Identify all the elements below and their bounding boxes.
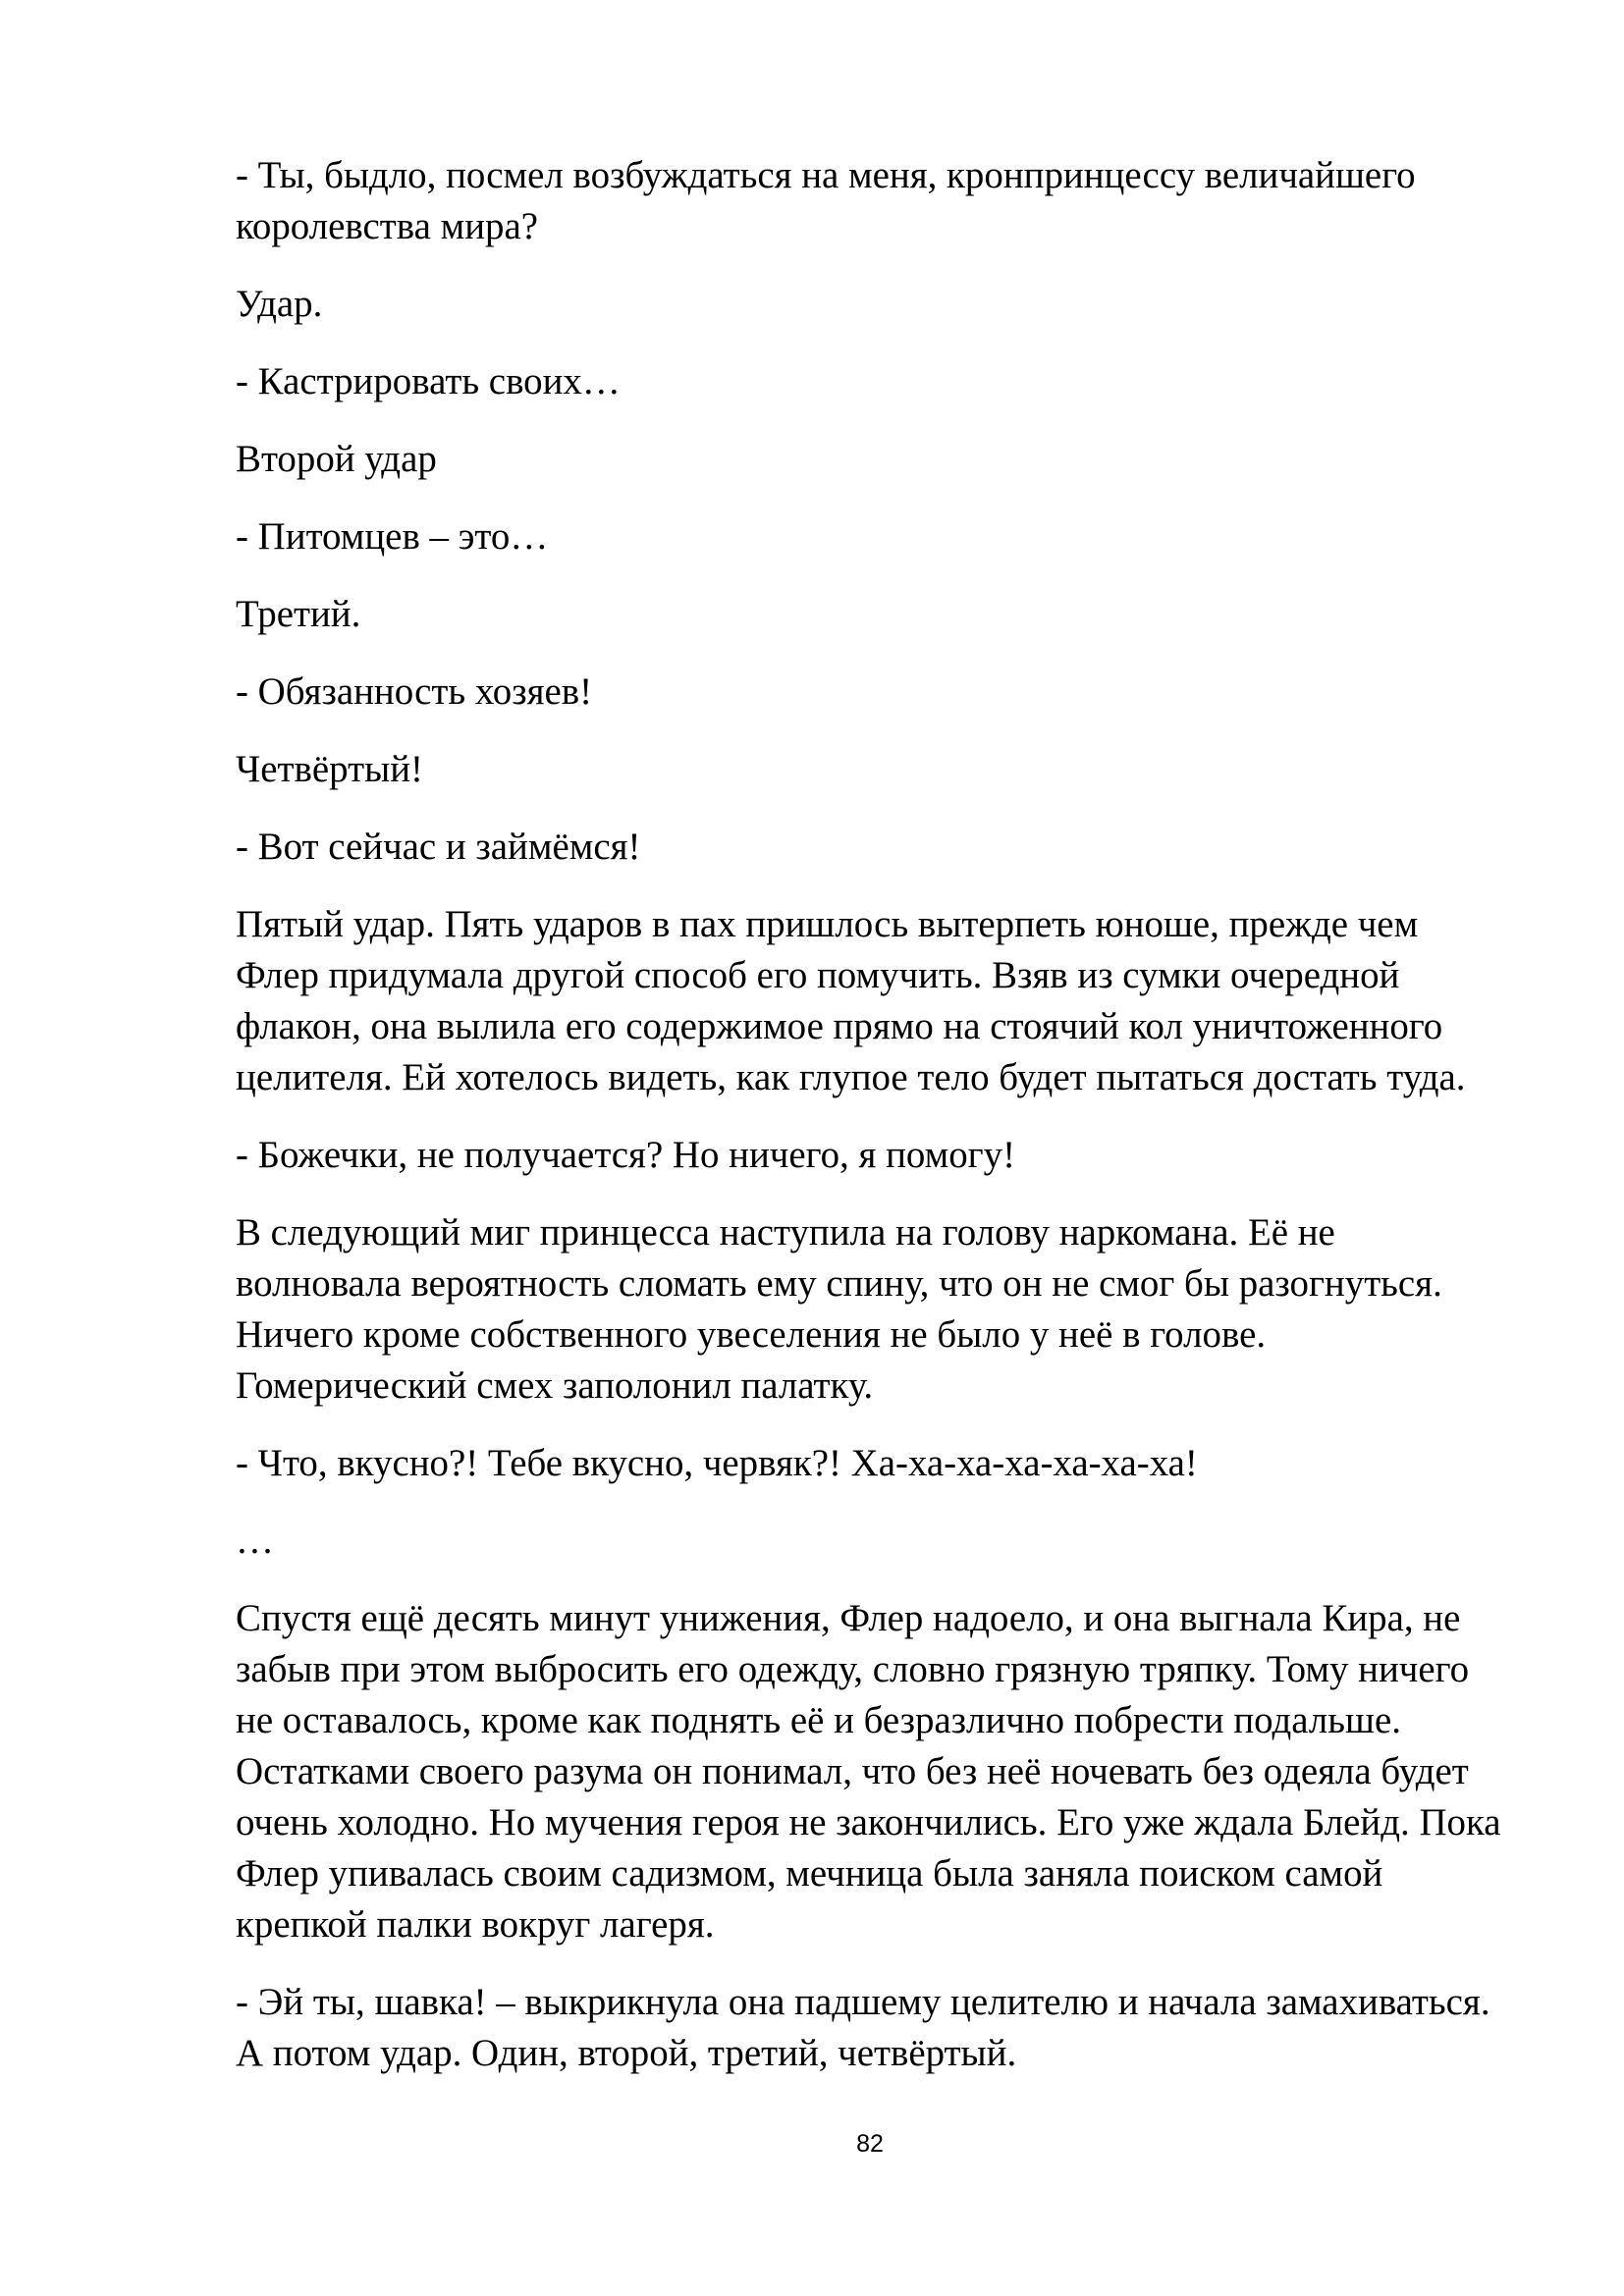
text-line: Флер придумала другой способ его помучить. Взяв из сумки очередной (236, 954, 1400, 996)
paragraph (236, 1438, 1571, 1489)
paragraph (236, 1977, 1571, 2079)
text-line: Удар. (236, 283, 323, 325)
text-line: Гомерический смех заполонил палатку. (236, 1364, 874, 1407)
text-line: Флер упивалась своим садизмом, мечница была заняла поиском самой (236, 1852, 1383, 1895)
text-line: Ничего кроме собственного увеселения не было у неё в голове. (236, 1313, 1267, 1356)
text-line: - Питомцев – это… (236, 515, 549, 558)
paragraph (236, 1516, 1571, 1567)
paragraph (236, 434, 1571, 485)
paragraph (236, 899, 1571, 1103)
text-line: - Что, вкусно?! Тебе вкусно, червяк?! Ха-ха-ха-ха-ха-ха-ха! (236, 1442, 1198, 1484)
text-line: волновала вероятность сломать ему спину, что он не смог бы разогнуться. (236, 1262, 1442, 1305)
text-line: Третий. (236, 593, 361, 635)
text-line: - Кастрировать своих… (236, 360, 621, 402)
text-line: Второй удар (236, 438, 437, 480)
paragraph (236, 1130, 1571, 1181)
paragraph (236, 744, 1571, 795)
text-line: Пятый удар. Пять ударов в пах пришлось вытерпеть юноше, прежде чем (236, 903, 1419, 945)
text-line: В следующий миг принцесса наступила на голову наркомана. Её не (236, 1211, 1335, 1254)
paragraph (236, 511, 1571, 562)
text-line: не оставалось, кроме как поднять её и безразлично побрести подальше. (236, 1699, 1401, 1741)
paragraph (236, 667, 1571, 718)
text-line: А потом удар. Один, второй, третий, четвёртый. (236, 2032, 1017, 2074)
paragraph (236, 1593, 1571, 1950)
text-line: королевства мира? (236, 205, 539, 247)
text-line: Спустя ещё десять минут унижения, Флер надоело, и она выгнала Кира, не (236, 1597, 1461, 1639)
text-line: - Обязанность хозяев! (236, 670, 593, 713)
paragraph (236, 150, 1571, 252)
text-line: Четвёртый! (236, 748, 423, 790)
text-line: флакон, она вылила его содержимое прямо на стоячий кол уничтоженного (236, 1005, 1443, 1047)
paragraph (236, 589, 1571, 640)
paragraph (236, 822, 1571, 873)
page-number: 82 (856, 2130, 884, 2158)
paragraph (236, 1207, 1571, 1412)
text-line: очень холодно. Но мучения героя не закончились. Его уже ждала Блейд. Пока (236, 1801, 1501, 1843)
text-body (236, 150, 1571, 2106)
text-line: - Вот сейчас и займёмся! (236, 826, 641, 868)
text-line: … (236, 1520, 274, 1562)
text-line: забыв при этом выбросить его одежду, словно грязную тряпку. Тому ничего (236, 1648, 1470, 1690)
text-line: - Божечки, не получается? Но ничего, я помогу! (236, 1134, 1016, 1176)
text-line: целителя. Ей хотелось видеть, как глупое тело будет пытаться достать туда. (236, 1056, 1466, 1098)
paragraph (236, 356, 1571, 407)
text-line: - Ты, быдло, посмел возбуждаться на меня, кронпринцессу величайшего (236, 154, 1416, 196)
text-line: - Эй ты, шавка! – выкрикнула она падшему целителю и начала замахиваться. (236, 1981, 1490, 2023)
text-line: крепкой палки вокруг лагеря. (236, 1903, 715, 1946)
text-line: Остатками своего разума он понимал, что без неё ночевать без одеяла будет (236, 1750, 1469, 1792)
paragraph (236, 279, 1571, 330)
